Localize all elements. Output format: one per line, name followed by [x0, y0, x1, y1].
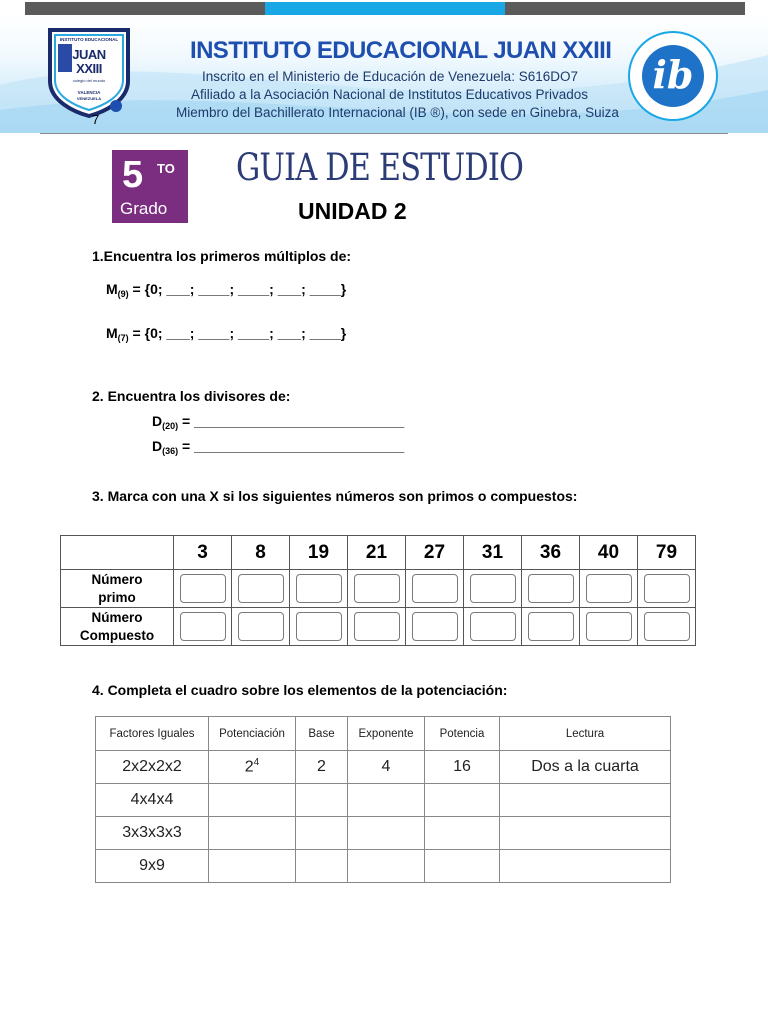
checkbox-cell	[348, 570, 406, 608]
prime-row-label	[61, 570, 174, 608]
potencia-cell: 16	[425, 751, 500, 784]
checkbox-cell	[174, 608, 232, 646]
crest-line-5: VALENCIA	[77, 90, 101, 95]
prime-composite-table	[60, 535, 696, 646]
crest-line-1: INSTITUTO EDUCACIONAL	[59, 37, 119, 42]
header-potencia: Potencia	[425, 717, 500, 751]
answer-cell[interactable]	[425, 817, 500, 850]
ib-logo-text: ib	[652, 52, 694, 97]
top-color-bar	[25, 2, 745, 15]
potenciacion-cell	[209, 751, 296, 784]
grade-number: 5	[122, 154, 143, 196]
answer-cell[interactable]	[296, 784, 348, 817]
factores-cell: 9x9	[96, 850, 209, 883]
checkbox-cell	[174, 570, 232, 608]
guide-title: GUIA DE ESTUDIO	[236, 146, 524, 189]
top-bar-gray-right	[505, 2, 745, 15]
number-header: 40	[580, 536, 638, 570]
multiples-symbol: M	[106, 281, 118, 297]
institution-line-2: Afiliado a la Asociación Nacional de Institutos Educativos Privados	[191, 87, 588, 102]
number-header: 21	[348, 536, 406, 570]
checkbox-cell	[290, 608, 348, 646]
prime-checkbox[interactable]	[354, 574, 400, 603]
answer-cell[interactable]	[500, 817, 671, 850]
question-2: 2. Encuentra los divisores de:	[92, 388, 291, 404]
school-crest-logo	[44, 26, 134, 118]
grade-word: Grado	[120, 199, 168, 218]
crest-line-6: VENEZUELA	[76, 96, 102, 101]
ib-world-school-seal	[627, 30, 719, 122]
number-header: 79	[638, 536, 696, 570]
number-header: 3	[174, 536, 232, 570]
crest-line-3: XXIII	[76, 61, 102, 76]
corner-cell	[61, 536, 174, 570]
composite-checkbox[interactable]	[354, 612, 400, 641]
grade-suffix: TO	[157, 161, 175, 176]
prime-checkbox[interactable]	[180, 574, 226, 603]
potentiation-table	[95, 716, 671, 883]
crest-line-2: JUAN	[72, 47, 106, 62]
divisors-blank: = ___________________________	[178, 413, 405, 429]
checkbox-cell	[232, 608, 290, 646]
answer-cell[interactable]	[348, 784, 425, 817]
table-row	[96, 751, 671, 784]
checkbox-cell	[290, 570, 348, 608]
composite-checkbox[interactable]	[470, 612, 516, 641]
prime-row	[61, 570, 696, 608]
header-exponente: Exponente	[348, 717, 425, 751]
composite-checkbox[interactable]	[528, 612, 574, 641]
composite-checkbox[interactable]	[644, 612, 690, 641]
checkbox-cell	[638, 570, 696, 608]
answer-cell[interactable]	[348, 850, 425, 883]
divisors-row-36	[152, 438, 404, 456]
answer-cell[interactable]	[296, 817, 348, 850]
grade-badge	[112, 150, 188, 223]
prime-checkbox[interactable]	[412, 574, 458, 603]
divisors-subscript: (20)	[162, 421, 179, 431]
answer-cell[interactable]	[209, 784, 296, 817]
divisors-symbol: D	[152, 438, 163, 454]
factores-cell: 4x4x4	[96, 784, 209, 817]
table-row	[96, 817, 671, 850]
composite-checkbox[interactable]	[296, 612, 342, 641]
checkbox-cell	[232, 570, 290, 608]
top-bar-blue	[265, 2, 505, 15]
composite-row-label	[61, 608, 174, 646]
composite-checkbox[interactable]	[180, 612, 226, 641]
institution-line-3: Miembro del Bachillerato Internacional (IB ®), con sede en Ginebra, Suiza	[176, 105, 619, 120]
multiples-row-7	[106, 325, 346, 343]
multiples-symbol: M	[106, 325, 118, 341]
header-potenciacion: Potenciación	[209, 717, 296, 751]
table-row	[96, 850, 671, 883]
header-lectura: Lectura	[500, 717, 671, 751]
exponente-cell: 4	[348, 751, 425, 784]
table-row	[96, 784, 671, 817]
power-base: 2	[244, 758, 254, 776]
multiples-subscript: (7)	[117, 333, 129, 343]
checkbox-cell	[580, 570, 638, 608]
composite-label-line-2: Compuesto	[79, 627, 155, 643]
answer-cell[interactable]	[500, 784, 671, 817]
number-header: 8	[232, 536, 290, 570]
prime-checkbox[interactable]	[586, 574, 632, 603]
question-3: 3. Marca con una X si los siguientes números son primos o compuestos:	[92, 488, 578, 504]
prime-checkbox[interactable]	[644, 574, 690, 603]
prime-checkbox[interactable]	[528, 574, 574, 603]
prime-label-line-1: Número	[91, 571, 143, 587]
divisors-row-20	[152, 413, 404, 431]
unit-title: UNIDAD 2	[298, 198, 407, 224]
header-factores: Factores Iguales	[96, 717, 209, 751]
answer-cell[interactable]	[425, 850, 500, 883]
question-1: 1.Encuentra los primeros múltiplos de:	[92, 248, 352, 264]
composite-label-line-1: Número	[91, 609, 143, 625]
prime-checkbox[interactable]	[238, 574, 284, 603]
checkbox-cell	[638, 608, 696, 646]
checkbox-cell	[348, 608, 406, 646]
checkbox-cell	[406, 608, 464, 646]
answer-cell[interactable]	[348, 817, 425, 850]
table-header-row	[61, 536, 696, 570]
checkbox-cell	[406, 570, 464, 608]
number-header: 19	[290, 536, 348, 570]
question-4: 4. Completa el cuadro sobre los elementos de la potenciación:	[92, 682, 508, 698]
potentiation-header-row	[96, 717, 671, 751]
prime-checkbox[interactable]	[470, 574, 516, 603]
header-divider	[40, 133, 728, 134]
answer-cell[interactable]	[296, 850, 348, 883]
header-base: Base	[296, 717, 348, 751]
composite-row	[61, 608, 696, 646]
divisors-symbol: D	[152, 413, 163, 429]
multiples-blanks: = {0; ___; ____; ____; ___; ____}	[128, 281, 347, 297]
page-number: 7	[92, 112, 100, 127]
answer-cell[interactable]	[209, 850, 296, 883]
institution-name: INSTITUTO EDUCACIONAL JUAN XXIII	[190, 37, 612, 64]
checkbox-cell	[580, 608, 638, 646]
checkbox-cell	[522, 570, 580, 608]
lectura-cell: Dos a la cuarta	[500, 751, 671, 784]
checkbox-cell	[522, 608, 580, 646]
answer-cell[interactable]	[500, 850, 671, 883]
institution-line-1: Inscrito en el Ministerio de Educación de Venezuela: S616DO7	[202, 69, 578, 84]
answer-cell[interactable]	[425, 784, 500, 817]
composite-checkbox[interactable]	[238, 612, 284, 641]
number-header: 36	[522, 536, 580, 570]
number-header: 31	[464, 536, 522, 570]
composite-checkbox[interactable]	[412, 612, 458, 641]
divisors-subscript: (36)	[162, 446, 179, 456]
checkbox-cell	[464, 608, 522, 646]
checkbox-cell	[464, 570, 522, 608]
multiples-blanks: = {0; ___; ____; ____; ___; ____}	[128, 325, 347, 341]
number-header: 27	[406, 536, 464, 570]
top-bar-gray-left	[25, 2, 265, 15]
divisors-blank: = ___________________________	[178, 438, 405, 454]
prime-label-line-2: primo	[98, 589, 136, 605]
composite-checkbox[interactable]	[586, 612, 632, 641]
crest-line-4: colegio del mundo	[72, 78, 106, 83]
factores-cell: 2x2x2x2	[96, 751, 209, 784]
power-exponent: 4	[253, 757, 260, 769]
multiples-row-9	[106, 281, 346, 299]
prime-checkbox[interactable]	[296, 574, 342, 603]
multiples-subscript: (9)	[117, 289, 129, 299]
factores-cell: 3x3x3x3	[96, 817, 209, 850]
answer-cell[interactable]	[209, 817, 296, 850]
base-cell: 2	[296, 751, 348, 784]
